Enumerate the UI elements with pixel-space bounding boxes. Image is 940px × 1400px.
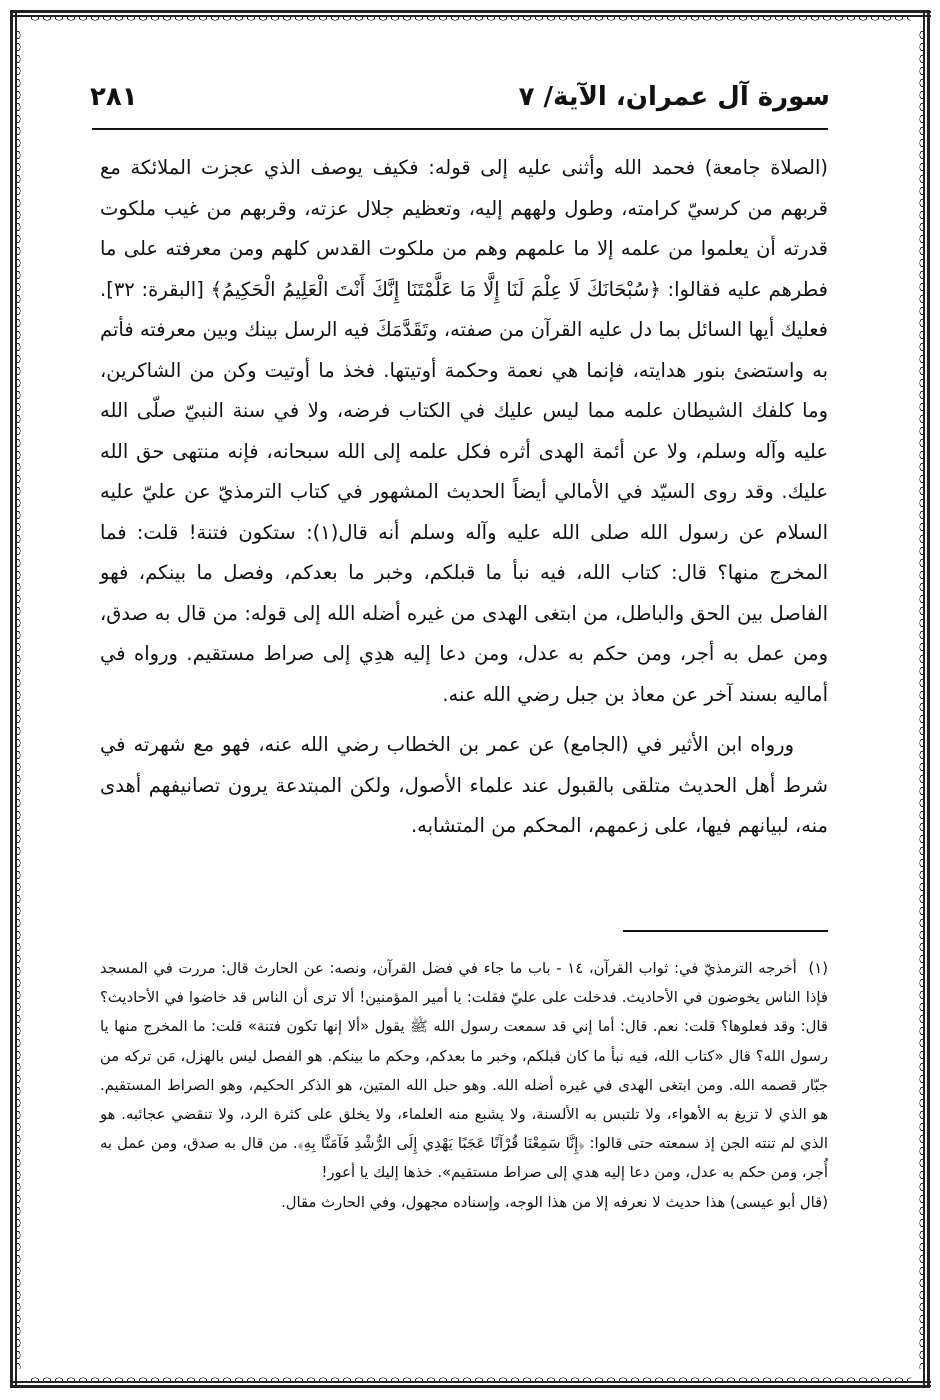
border-ornament-bottom [29, 1376, 911, 1384]
running-title: سورة آل عمران، الآية/ ٧ [518, 82, 830, 112]
header-rule [92, 128, 828, 130]
footnote-number: (١) [808, 960, 828, 977]
body-paragraph: ورواه ابن الأثير في (الجامع) عن عمر بن الخطاب رضي الله عنه، فهو مع شهرته في شرط أهل الحديث متلقى بالقبول عند علماء الأصول، ولكن المبتدعة يرون تصانيفهم أهدى منه، لبيانهم فيها، على زعمهم، المحكم من المتشابه. [100, 733, 828, 837]
footnote-rule [623, 930, 828, 932]
page-header [90, 82, 830, 122]
border-ornament-top [29, 14, 911, 22]
border-ornament-right [918, 29, 926, 1369]
body-paragraph: (الصلاة جامعة) فحمد الله وأثنى عليه إلى قوله: فكيف يوصف الذي عجزت الملائكة مع قربهم من كرسيّ كرامته، وطول ولههم إليه، وتعظيم جلال عزته، وقربهم من غيب ملكوت قدرته أن يعلموا من علمه إلا ما علمهم وهم من ملكوت القدس كلهم ومن معرفته على ما فطرهم عليه فقالوا: ﴿سُبْحَانَكَ لَا عِلْمَ لَنَا إِلَّا مَا عَلَّمْتَنَا إِنَّكَ أَنْتَ الْعَلِيمُ الْحَكِيمُ﴾ [البقرة: ٣٢]. فعليك أيها السائل بما دل عليه القرآن من صفته، وتَقَدَّمَكَ فيه الرسل بينك وبين معرفته فأتم به واستضئ بنور هدايته، فإنما هي نعمة وحكمة أوتيتها. فخذ ما أوتيت وكن من الشاكرين، وما كلفك الشيطان علمه مما ليس عليك في الكتاب فرضه، ولا في سنة النبيّ صلّى الله عليه وآله وسلم، ولا عن أئمة الهدى أثره فكل علمه إلى الله سبحانه، فإنه منتهى حق الله عليك. وقد روى السيّد في الأمالي أيضاً الحديث المشهور في كتاب الترمذيّ عن عليّ عليه السلام عن رسول الله صلى الله عليه وآله وسلم أنه قال(١): ستكون فتنة! قلت: فما المخرج منها؟ قال: كتاب الله، فيه نبأ ما قبلكم، وخبر ما بعدكم، وفصل ما بينكم، فهو الفاصل بين الحق والباطل، من ابتغى الهدى من غيره أضله الله إلى قوله: من قال به صدق، ومن عمل به أجر، ومن حكم به عدل، ومن دعا إليه هدِي إلى صراط مستقيم. ورواه في أماليه بسند آخر عن معاذ بن جبل رضي الله عنه. [100, 156, 828, 706]
page-number: ٢٨١ [90, 82, 138, 112]
footnote [100, 954, 828, 1188]
main-text [100, 148, 828, 847]
footnote-text: (قال أبو عيسى) هذا حديث لا نعرفه إلا من هذا الوجه، وإسناده مجهول، وفي الحارث مقال. [281, 1193, 828, 1211]
border-ornament-left [14, 29, 22, 1369]
footnote-text: أخرجه الترمذيّ في: ثواب القرآن، ١٤ - باب ما جاء في فضل القرآن، ونصه: عن الحارث قال: مررت في المسجد فإذا الناس يخوضون في الأحاديث. فدخلت على عليّ فقلت: يا أمير المؤمنين! ألا ترى أن الناس قد خاضوا في الأحاديث؟ قال: وقد فعلوها؟ قلت: نعم. قال: أما إني قد سمعت رسول الله ﷺ يقول «ألا إنها تكون فتنة» قلت: ما المخرج منها يا رسول الله؟ قال «كتاب الله، فيه نبأ ما كان قبلكم، وخبر ما بعدكم، وحكم ما بينكم. هو الفصل ليس بالهزل، مَن تركه من جبّار قصمه الله. ومن ابتغى الهدى في غيره أضله الله. وهو حبل الله المتين، هو الذكر الحكيم، وهو الصراط المستقيم. هو الذي لا تزيغ به الأهواء، ولا تلتبس به الألسنة، ولا يشبع منه العلماء، ولا يخلق على كثرة الرد، ولا تنقضي عجائبه. هو الذي لم تنته الجن إذ سمعته حتى قالوا: ﴿إِنَّا سَمِعْنَا قُرْآنًا عَجَبًا يَهْدِي إِلَى الرُّشْدِ فَآمَنَّا بِهِ﴾. من قال به صدق، ومن عمل به أُجر، ومن حكم به عدل، ومن دعا إليه هدي إلى صراط مستقيم». خذها إليك يا أعور! [100, 960, 828, 1182]
footnote-note [100, 1188, 828, 1217]
footnotes [100, 954, 828, 1217]
